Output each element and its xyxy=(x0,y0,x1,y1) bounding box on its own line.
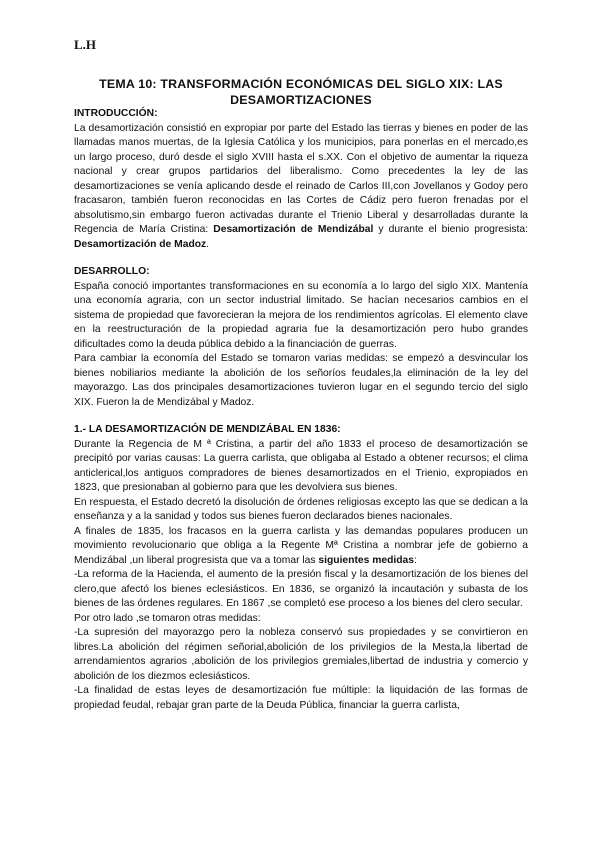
desarrollo-heading: DESARROLLO: xyxy=(74,266,150,277)
section1-paragraph-3 xyxy=(74,525,528,569)
intro-paragraph xyxy=(74,122,528,253)
spacer xyxy=(74,410,528,423)
intro-text-before: La desamortización consistió en expropiar por parte del Estado las tierras y bienes en poder de las llamadas manos muertas, de la Iglesia Católica y los municipios, para ponerlas en el mercado,es un largo proceso, duró desde el siglo XVIII hasta el s.XX. Con el objetivo de aumentar la riqueza nacional y crear grupos partidarios del liberalismo. Como precedentes la ley de las desamortizaciones se venía aplicando desde el reinado de Carlos III,con Jovellanos y Godoy pero fracasaron, también fueron reconocidas en las Cortes de Cádiz pero fueron frenadas por el absolutismo,sin embargo fueron activadas durante el Trienio Liberal y desarrolladas durante la Regencia de María Cristina: xyxy=(74,122,528,235)
section1-paragraph-1: Durante la Regencia de M ª Cristina, a partir del año 1833 el proceso de desamortización se precipitó por varias causas: La guerra carlista, que obligaba al Estado a obtener recursos; el clima anticlerical,los antiguos compradores de bienes desamortizados en el Trienio, expropiados en 1823, que presionaban al gobierno para que les devolviera sus bienes. xyxy=(74,438,528,493)
document-body xyxy=(74,107,528,713)
intro-text-after: . xyxy=(206,238,210,250)
section1-paragraph-6: -La supresión del mayorazgo pero la nobleza conservó sus propiedades y se convirtieron en libres.La abolición del régimen señorial,abolición de los privilegios de la Mesta,la libertad de arrendamientos agrarios ,abolición de los privilegios gremiales,libertad de industria y comercio y abolición de los diezmos eclesiásticos. xyxy=(74,627,528,682)
spacer xyxy=(74,252,528,265)
intro-bold-mendizabal: Desamortización de Mendizábal xyxy=(213,224,374,235)
intro-text-middle: y durante el bienio progresista: xyxy=(373,224,529,235)
header-initials: L.H xyxy=(74,37,97,52)
intro-heading: INTRODUCCIÓN: xyxy=(74,108,158,119)
section1-p3-bold: siguientes medidas xyxy=(318,554,414,566)
section1-p3-before: A finales de 1835, los fracasos en la guerra carlista y las demandas populares producen un movimiento revolucionario que obliga a la Regente Mª Cristina a nombrar jefe de gobierno a Mendizábal ,un liberal progresista que va a tomar las xyxy=(74,525,528,566)
intro-bold-madoz: Desamortización de Madoz xyxy=(74,238,207,250)
page-title: TEMA 10: TRANSFORMACIÓN ECONÓMICAS DEL SIGLO XIX: LAS DESAMORTIZACIONES xyxy=(99,77,503,107)
section1-paragraph-7: -La finalidad de estas leyes de desamortización fue múltiple: la liquidación de las formas de propiedad feudal, rebajar gran parte de la Deuda Pública, financiar la guerra carlista, xyxy=(74,685,528,711)
section1-paragraph-4: -La reforma de la Hacienda, el aumento de la presión fiscal y la desamortización de los bienes del clero,que afectó los bienes eclesiásticos. En 1836, se organizó la incautación y subasta de los bienes de las órdenes regulares. En 1867 ,se completó ese proceso a los bienes del clero secular. xyxy=(74,569,528,609)
section1-heading: 1.- LA DESAMORTIZACIÓN DE MENDIZÁBAL EN 1836: xyxy=(74,424,341,435)
desarrollo-paragraph-1: España conoció importantes transformaciones en su economía a lo largo del siglo XIX. Mantenía una economía agraria, con un sector industrial limitado. Se hacían necesarios cambios en el sistema de propiedad que favorecieran la mejora de los rendimientos agrícolas. El elemento clave en la reestructuración de la propiedad agraria fue la desamortización pero hubo grandes dificultades como la deuda pública debido a la financiación de guerras. xyxy=(74,280,528,350)
section1-paragraph-5: Por otro lado ,se tomaron otras medidas: xyxy=(74,612,261,624)
section1-p3-after: : xyxy=(413,554,417,566)
desarrollo-paragraph-2: Para cambiar la economía del Estado se tomaron varias medidas: se empezó a desvincular los bienes nobiliarios mediante la abolición de los señoríos feudales,la eliminación de la ley del mayorazgo. Las dos principales desamortizaciones tuvieron lugar en el segundo tercio del siglo XIX. Fueron la de Mendizábal y Madoz. xyxy=(74,353,528,408)
section1-paragraph-2: En respuesta, el Estado decretó la disolución de órdenes religiosas excepto las que se dedican a la enseñanza y a la sanidad y todos sus bienes fueron declarados bienes nacionales. xyxy=(74,496,528,522)
